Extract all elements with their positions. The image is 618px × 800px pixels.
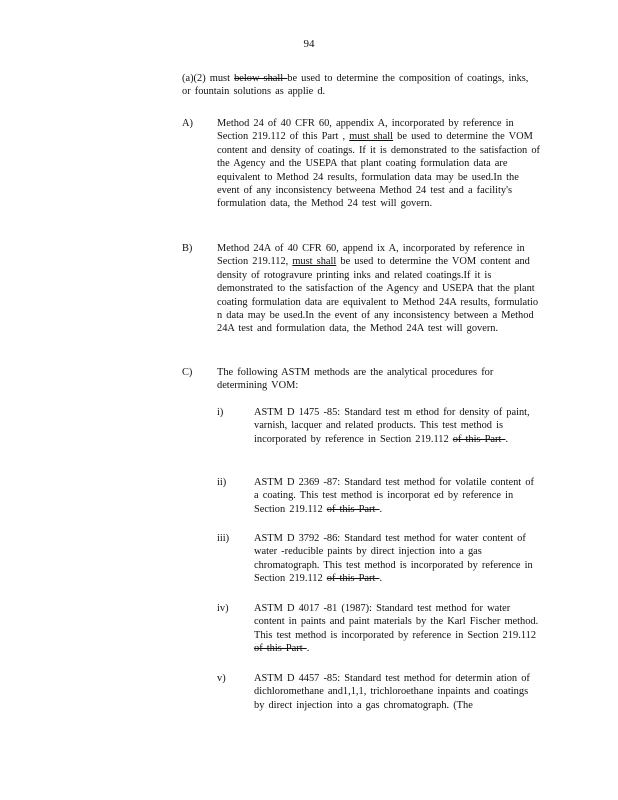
list-item-body <box>254 672 542 712</box>
intro-struck-text: below shall <box>234 73 288 84</box>
list-item-end: . <box>379 503 383 515</box>
list-item-body <box>254 476 542 516</box>
section-label: C) <box>182 367 193 378</box>
list-item-label: iv) <box>217 603 229 614</box>
section-text: The following ASTM methods are the analytical procedures for determining VOM: <box>217 367 494 392</box>
list-item-struck-text: of this Part <box>326 573 380 585</box>
section-underlined-text: must shall <box>349 131 394 143</box>
section-body <box>217 366 543 393</box>
list-item-end: . <box>379 573 383 585</box>
list-item-label: v) <box>217 673 226 684</box>
list-item-label: i) <box>217 407 224 418</box>
section-text-continued: be used to determine the VOM content and density of coatings. If it is demonstrated to the satisfaction of the Agency and the USEPA that plant coating formulation data are equivalent to Method 24 results, formulation data may be used.In the event of any inconsistency betweena Method 24 test and a facility's formulation data, the Method 24 test will govern. <box>217 131 541 210</box>
section-label: B) <box>182 243 193 254</box>
list-item-end: . <box>306 643 310 655</box>
section-underlined-text: must shall <box>292 256 337 268</box>
intro-text: (a)(2) must <box>182 73 235 84</box>
section-text-continued: be used to determine the VOM content and density of rotogravure printing inks and related coatings.If it is demonstrated to the satisfaction of the Agency and USEPA that the plant coating formulation data are equivalent to Method 24A results, formulatio n data may be used.In the event of any inconsistency between a Method 24A test and formulation data, the Method 24A test will govern. <box>217 256 539 335</box>
list-item-text: ASTM D 1475 -85: Standard test m ethod for density of paint, varnish, lacquer and related products. This test method is incorporated by reference in Section 219.112 <box>254 407 530 445</box>
list-item-struck-text: of this Part <box>326 503 380 515</box>
list-item-end: . <box>505 433 509 445</box>
section-label: A) <box>182 118 193 129</box>
list-item-body <box>254 532 542 586</box>
list-item-body <box>254 406 542 446</box>
page-number: 94 <box>303 38 315 50</box>
list-item-label: iii) <box>217 533 230 544</box>
list-item-text: ASTM D 4457 -85: Standard test method for determin ation of dichloromethane and1,1,1, trichloroethane inpaints and coatings by direct injection into a gas chromatograph. (The <box>254 673 530 711</box>
intro-text-continued: be used to determine the composition of coatings, inks, or fountain solutions as applie d. <box>182 73 529 98</box>
list-item-struck-text: of this Part <box>452 433 506 445</box>
section-body <box>217 117 543 211</box>
list-item-body <box>254 602 542 656</box>
list-item-label: ii) <box>217 477 227 488</box>
list-item-text: ASTM D 3792 -86: Standard test method for water content of water -reducible paints by direct injection into a gas chromatograph. This test method is incorporated by reference in Section 219.112 <box>254 533 533 585</box>
list-item-struck-text: of this Part <box>254 643 307 655</box>
section-text: Method 24A of 40 CFR 60, append ix A, incorporated by reference in Section 219.112, <box>217 243 525 268</box>
list-item-text: ASTM D 2369 -87: Standard test method for volatile content of a coating. This test method is incorporat ed by reference in Section 219.112 <box>254 477 534 515</box>
section-body <box>217 242 543 336</box>
section-text: Method 24 of 40 CFR 60, appendix A, incorporated by reference in Section 219.112 of this Part , <box>217 118 514 143</box>
list-item-text: ASTM D 4017 -81 (1987): Standard test method for water content in paints and paint materials by the Karl Fischer method. This test method is incorporated by reference in Section 219.112 <box>254 603 539 641</box>
intro-paragraph <box>182 72 532 99</box>
